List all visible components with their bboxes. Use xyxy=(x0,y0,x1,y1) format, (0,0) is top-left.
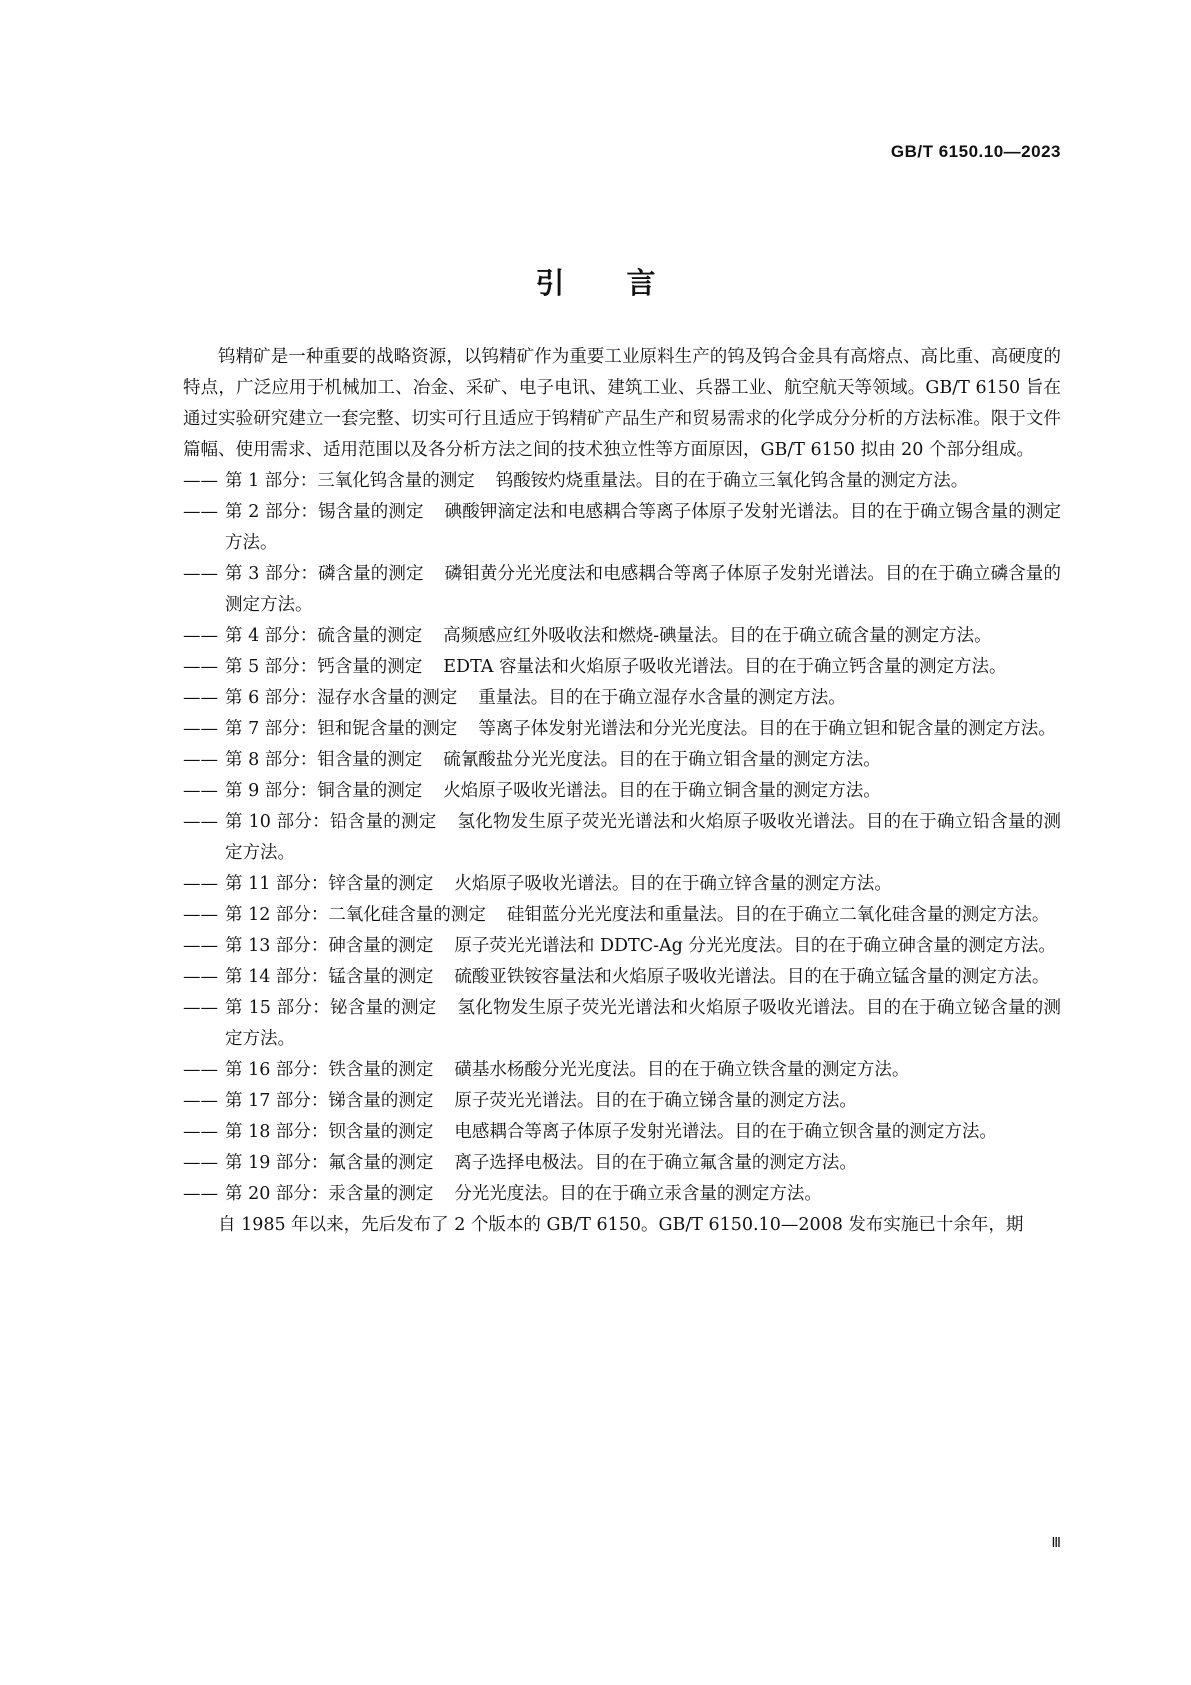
part-title: 第 3 部分：磷含量的测定 xyxy=(225,564,424,584)
part-title: 第 18 部分：钡含量的测定 xyxy=(225,1122,434,1142)
list-item xyxy=(183,497,1061,559)
list-item xyxy=(183,745,1061,776)
list-item xyxy=(183,652,1061,683)
list-dash: —— xyxy=(183,719,218,739)
list-item xyxy=(183,621,1061,652)
list-item xyxy=(183,993,1061,1055)
part-title: 第 10 部分：铅含量的测定 xyxy=(225,812,437,832)
part-description: 原子荧光光谱法。目的在于确立锑含量的测定方法。 xyxy=(454,1091,857,1111)
list-dash: —— xyxy=(183,1122,218,1142)
part-description: 高频感应红外吸收法和燃烧-碘量法。目的在于确立硫含量的测定方法。 xyxy=(443,626,992,646)
list-item xyxy=(183,962,1061,993)
list-item xyxy=(183,931,1061,962)
part-description: 等离子体发射光谱法和分光光度法。目的在于确立钽和铌含量的测定方法。 xyxy=(478,719,1056,739)
document-body xyxy=(183,342,1061,1241)
document-id: GB/T 6150.10—2023 xyxy=(890,142,1061,161)
list-dash: —— xyxy=(183,750,218,770)
part-title: 第 1 部分：三氧化钨含量的测定 xyxy=(225,471,475,491)
list-dash: —— xyxy=(183,626,218,646)
list-item xyxy=(183,559,1061,621)
part-title: 第 19 部分：氟含量的测定 xyxy=(225,1153,434,1173)
part-description: 分光光度法。目的在于确立汞含量的测定方法。 xyxy=(454,1184,822,1204)
part-description: 磺基水杨酸分光光度法。目的在于确立铁含量的测定方法。 xyxy=(454,1060,910,1080)
part-description: 磷钼黄分光光度法和电感耦合等离子体原子发射光谱法。目的在于确立磷含量的测定方法。 xyxy=(225,564,1061,615)
list-dash: —— xyxy=(183,812,218,832)
part-description: EDTA 容量法和火焰原子吸收光谱法。目的在于确立钙含量的测定方法。 xyxy=(443,657,1007,677)
list-item xyxy=(183,807,1061,869)
part-description: 重量法。目的在于确立湿存水含量的测定方法。 xyxy=(478,688,846,708)
list-dash: —— xyxy=(183,1184,218,1204)
part-title: 第 9 部分：铜含量的测定 xyxy=(225,781,423,801)
list-item xyxy=(183,683,1061,714)
part-title: 第 6 部分：湿存水含量的测定 xyxy=(225,688,458,708)
list-dash: —— xyxy=(183,874,218,894)
list-dash: —— xyxy=(183,967,218,987)
part-title: 第 12 部分：二氧化硅含量的测定 xyxy=(225,905,486,925)
list-dash: —— xyxy=(183,471,218,491)
list-item xyxy=(183,900,1061,931)
part-description: 钨酸铵灼烧重量法。目的在于确立三氧化钨含量的测定方法。 xyxy=(495,471,969,491)
part-title: 第 14 部分：锰含量的测定 xyxy=(225,967,434,987)
part-title: 第 20 部分：汞含量的测定 xyxy=(225,1184,434,1204)
list-dash: —— xyxy=(183,564,218,584)
part-description: 离子选择电极法。目的在于确立氟含量的测定方法。 xyxy=(454,1153,857,1173)
list-dash: —— xyxy=(183,905,218,925)
part-title: 第 7 部分：钽和铌含量的测定 xyxy=(225,719,458,739)
part-description: 火焰原子吸收光谱法。目的在于确立锌含量的测定方法。 xyxy=(454,874,892,894)
part-title: 第 8 部分：钼含量的测定 xyxy=(225,750,423,770)
list-item xyxy=(183,1179,1061,1210)
part-description: 氢化物发生原子荧光光谱法和火焰原子吸收光谱法。目的在于确立铋含量的测定方法。 xyxy=(225,998,1061,1049)
intro-paragraph: 钨精矿是一种重要的战略资源，以钨精矿作为重要工业原料生产的钨及钨合金具有高熔点、高比重、高硬度的特点，广泛应用于机械加工、冶金、采矿、电子电讯、建筑工业、兵器工业、航空航天等领域。GB/T 6150 旨在通过实验研究建立一套完整、切实可行且适应于钨精矿产品生产和贸易需求的化学成分分析的方法标准。限于文件篇幅、使用需求、适用范围以及各分析方法之间的技术独立性等方面原因，GB/T 6150 拟由 20 个部分组成。 xyxy=(183,347,1061,460)
part-description: 硫氰酸盐分光光度法。目的在于确立钼含量的测定方法。 xyxy=(443,750,881,770)
part-title: 第 15 部分：铋含量的测定 xyxy=(225,998,437,1018)
parts-list xyxy=(183,466,1061,1210)
list-dash: —— xyxy=(183,1091,218,1111)
part-description: 硅钼蓝分光光度法和重量法。目的在于确立二氧化硅含量的测定方法。 xyxy=(506,905,1050,925)
list-dash: —— xyxy=(183,1153,218,1173)
part-title: 第 2 部分：锡含量的测定 xyxy=(225,502,424,522)
part-title: 第 4 部分：硫含量的测定 xyxy=(225,626,423,646)
list-item xyxy=(183,466,1061,497)
list-item xyxy=(183,1117,1061,1148)
page-title: 引言 xyxy=(535,266,718,301)
part-title: 第 11 部分：锌含量的测定 xyxy=(225,874,434,894)
list-item xyxy=(183,1055,1061,1086)
part-description: 原子荧光光谱法和 DDTC-Ag 分光光度法。目的在于确立砷含量的测定方法。 xyxy=(454,936,1056,956)
part-title: 第 17 部分：锑含量的测定 xyxy=(225,1091,434,1111)
closing-paragraph: 自 1985 年以来，先后发布了 2 个版本的 GB/T 6150。GB/T 6150.10—2008 发布实施已十余年，期 xyxy=(218,1215,1024,1235)
part-description: 电感耦合等离子体原子发射光谱法。目的在于确立钡含量的测定方法。 xyxy=(454,1122,997,1142)
list-dash: —— xyxy=(183,998,218,1018)
list-item xyxy=(183,714,1061,745)
part-title: 第 13 部分：砷含量的测定 xyxy=(225,936,434,956)
list-item xyxy=(183,776,1061,807)
part-description: 硫酸亚铁铵容量法和火焰原子吸收光谱法。目的在于确立锰含量的测定方法。 xyxy=(454,967,1050,987)
part-description: 火焰原子吸收光谱法。目的在于确立铜含量的测定方法。 xyxy=(443,781,881,801)
part-description: 氢化物发生原子荧光光谱法和火焰原子吸收光谱法。目的在于确立铅含量的测定方法。 xyxy=(225,812,1061,863)
part-description: 碘酸钾滴定法和电感耦合等离子体原子发射光谱法。目的在于确立锡含量的测定方法。 xyxy=(225,502,1061,553)
list-item xyxy=(183,1148,1061,1179)
list-dash: —— xyxy=(183,502,218,522)
page-number: Ⅲ xyxy=(1051,1536,1061,1551)
list-item xyxy=(183,869,1061,900)
list-dash: —— xyxy=(183,688,218,708)
list-dash: —— xyxy=(183,781,218,801)
list-dash: —— xyxy=(183,936,218,956)
list-dash: —— xyxy=(183,1060,218,1080)
part-title: 第 16 部分：铁含量的测定 xyxy=(225,1060,434,1080)
list-dash: —— xyxy=(183,657,218,677)
part-title: 第 5 部分：钙含量的测定 xyxy=(225,657,423,677)
list-item xyxy=(183,1086,1061,1117)
